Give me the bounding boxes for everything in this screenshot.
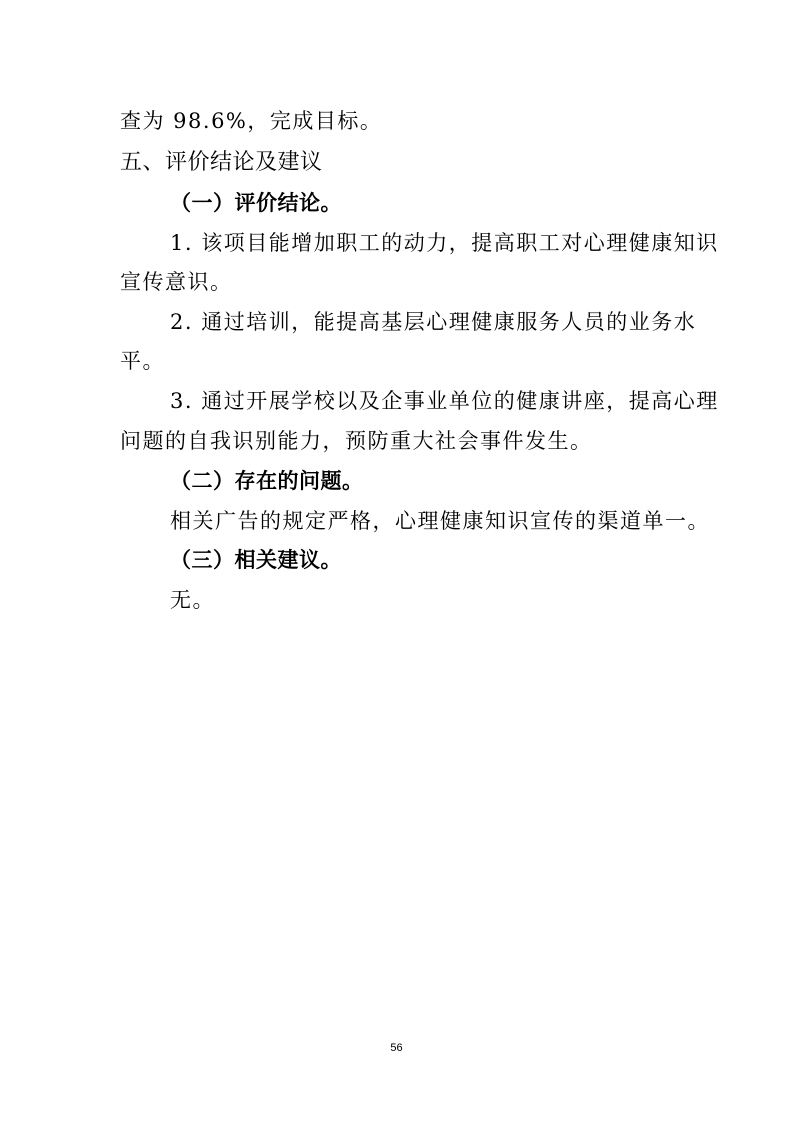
list-item-1-line-2: 宣传意识。 bbox=[120, 270, 233, 294]
list-item-3-line-1: 3. 通过开展学校以及企事业单位的健康讲座，提高心理 bbox=[170, 389, 719, 413]
suggestion-paragraph: 无。 bbox=[170, 588, 215, 612]
sub-heading-problems: （二）存在的问题。 bbox=[170, 469, 364, 493]
sub-heading-evaluation: （一）评价结论。 bbox=[170, 191, 342, 215]
list-item-1-line-1: 1. 该项目能增加职工的动力，提高职工对心理健康知识 bbox=[170, 231, 719, 255]
section-heading: 五、评价结论及建议 bbox=[120, 150, 323, 175]
paragraph-line: 查为 98.6%，完成目标。 bbox=[120, 109, 383, 133]
sub-heading-suggestions: （三）相关建议。 bbox=[170, 548, 342, 572]
page-number: 56 bbox=[390, 1042, 403, 1054]
list-item-2-line-2: 平。 bbox=[120, 349, 165, 373]
list-item-3-line-2: 问题的自我识别能力，预防重大社会事件发生。 bbox=[120, 429, 593, 453]
problem-paragraph: 相关广告的规定严格，心理健康知识宣传的渠道单一。 bbox=[170, 509, 710, 533]
list-item-2-line-1: 2. 通过培训，能提高基层心理健康服务人员的业务水 bbox=[170, 310, 697, 334]
